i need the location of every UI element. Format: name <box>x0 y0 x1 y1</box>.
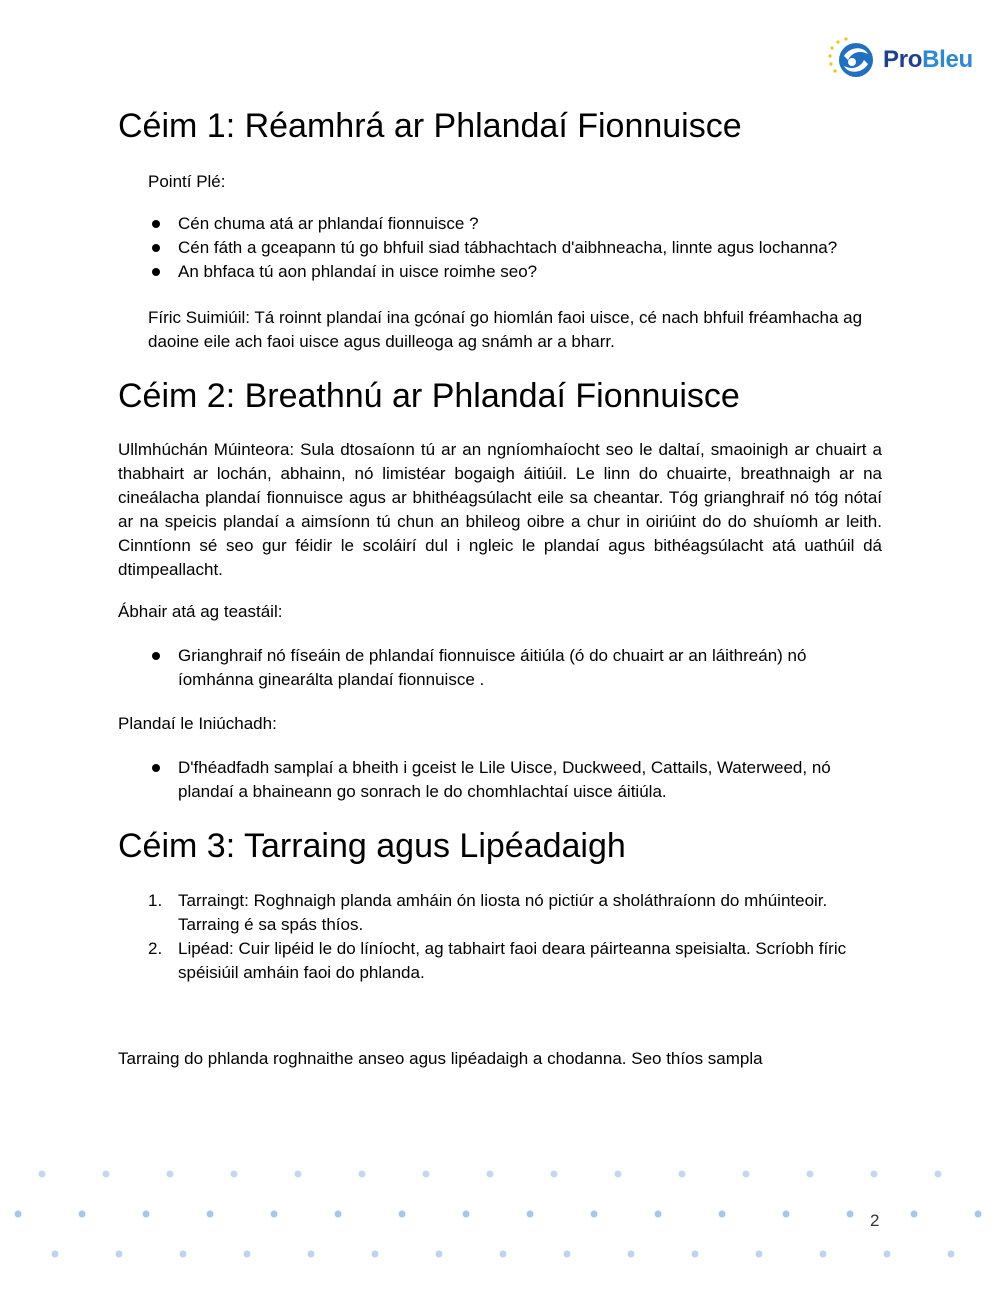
decorative-dot <box>628 1251 635 1258</box>
decorative-dot <box>335 1211 342 1218</box>
decorative-dot <box>487 1171 494 1178</box>
decorative-dot <box>372 1251 379 1258</box>
decorative-dot <box>244 1251 251 1258</box>
decorative-dot-pattern <box>0 1150 1000 1270</box>
list-item: Cén chuma atá ar phlandaí fionnuisce ? <box>148 212 888 236</box>
decorative-dot <box>52 1251 59 1258</box>
decorative-dot <box>527 1211 534 1218</box>
decorative-dot <box>399 1211 406 1218</box>
step-text: Lipéad: Cuir lipéid le do líníocht, ag tabhairt faoi deara páirteanna speisialta. Scríobh fíric spéisiúil amháin faoi do phlanda. <box>178 939 847 982</box>
decorative-dot <box>167 1171 174 1178</box>
decorative-dot <box>655 1211 662 1218</box>
decorative-dot <box>935 1171 942 1178</box>
decorative-dot <box>103 1171 110 1178</box>
decorative-dot <box>884 1251 891 1258</box>
decorative-dot <box>15 1211 22 1218</box>
decorative-dot <box>847 1211 854 1218</box>
decorative-dot <box>359 1171 366 1178</box>
decorative-dot <box>911 1211 918 1218</box>
list-item: Cén fáth a gceapann tú go bhfuil siad tábhachtach d'aibhneacha, linnte agus lochanna? <box>148 236 888 260</box>
teacher-preparation: Ullmhúchán Múinteora: Sula dtosaíonn tú ar an ngníomhaíocht seo le daltaí, smaoinigh ar chuairt a thabhairt ar lochán, abhainn, nó limistéar bogaigh áitiúil. Le linn do chuairte, breathnaigh ar na cineálacha plandaí fionnuisce agus ar bhithéagsúlacht eile sa cheantar. Tóg grianghraif nó tóg nótaí ar na speicis plandaí a aimsíonn tú chun an bhileog oibre a chur in oiriúint do do shuíomh ar leith. Cinntíonn sé seo gur féidir le scoláirí dul i ngleic le plandaí agus bithéagsúlacht atá uathúil dá dtimpeallacht. <box>118 440 882 579</box>
decorative-dot <box>743 1171 750 1178</box>
decorative-dot <box>231 1171 238 1178</box>
list-item <box>148 937 878 985</box>
decorative-dot <box>948 1251 955 1258</box>
decorative-dot <box>39 1171 46 1178</box>
decorative-dot <box>719 1211 726 1218</box>
materials-list <box>148 644 868 692</box>
decorative-dot <box>79 1211 86 1218</box>
materials-label: Ábhair atá ag teastáil: <box>118 602 283 621</box>
heading-step-3: Céim 3: Tarraing agus Lipéadaigh <box>118 827 626 865</box>
plants-list <box>148 756 878 804</box>
decorative-dot <box>500 1251 507 1258</box>
heading-step-2: Céim 2: Breathnú ar Phlandaí Fionnuisce <box>118 377 740 415</box>
decorative-dot <box>295 1171 302 1178</box>
decorative-dot <box>116 1251 123 1258</box>
discussion-points-list <box>148 212 888 284</box>
decorative-dot <box>180 1251 187 1258</box>
probleu-emblem-icon <box>828 36 876 84</box>
heading-step-1: Céim 1: Réamhrá ar Phlandaí Fionnuisce <box>118 107 742 145</box>
decorative-dot <box>807 1171 814 1178</box>
decorative-dot <box>143 1211 150 1218</box>
step-number: 1. <box>148 891 163 910</box>
decorative-dot <box>820 1251 827 1258</box>
decorative-dot <box>783 1211 790 1218</box>
discussion-points-label: Pointí Plé: <box>148 172 226 191</box>
decorative-dot <box>564 1251 571 1258</box>
decorative-dot <box>756 1251 763 1258</box>
decorative-dot <box>615 1171 622 1178</box>
decorative-dot <box>423 1171 430 1178</box>
drawing-instruction: Tarraing do phlanda roghnaithe anseo agus lipéadaigh a chodanna. Seo thíos sampla <box>118 1049 763 1068</box>
list-item: Grianghraif nó físeáin de phlandaí fionnuisce áitiúla (ó do chuairt ar an láithreán) nó íomhánna ginearálta plandaí fionnuisce . <box>148 644 868 692</box>
decorative-dot <box>551 1171 558 1178</box>
decorative-dot <box>871 1171 878 1178</box>
fun-fact: Fíric Suimiúil: Tá roinnt plandaí ina gcónaí go hiomlán faoi uisce, cé nach bhfuil fréamhacha ag daoine eile ach faoi uisce agus duilleoga ag snámh ar a bharr. <box>148 308 863 351</box>
logo-wordmark: ProBleu <box>883 46 973 73</box>
decorative-dot <box>591 1211 598 1218</box>
steps-list <box>148 889 878 985</box>
step-number: 2. <box>148 939 163 958</box>
probleu-logo <box>828 36 988 84</box>
decorative-dot <box>207 1211 214 1218</box>
decorative-dot <box>436 1251 443 1258</box>
decorative-dot <box>308 1251 315 1258</box>
decorative-dot <box>692 1251 699 1258</box>
list-item: An bhfaca tú aon phlandaí in uisce roimhe seo? <box>148 260 888 284</box>
step-text: Tarraingt: Roghnaigh planda amháin ón liosta nó pictiúr a sholáthraíonn do mhúinteoir. Tarraing é sa spás thíos. <box>178 891 828 934</box>
decorative-dot <box>271 1211 278 1218</box>
plants-label: Plandaí le Iniúchadh: <box>118 714 277 733</box>
list-item <box>148 889 878 937</box>
page-number: 2 <box>870 1211 880 1230</box>
decorative-dot <box>463 1211 470 1218</box>
decorative-dot <box>975 1211 982 1218</box>
decorative-dot <box>679 1171 686 1178</box>
list-item: D'fhéadfadh samplaí a bheith i gceist le Lile Uisce, Duckweed, Cattails, Waterweed, nó plandaí a bhaineann go sonrach le do chomhlachtaí uisce áitiúla. <box>148 756 878 804</box>
